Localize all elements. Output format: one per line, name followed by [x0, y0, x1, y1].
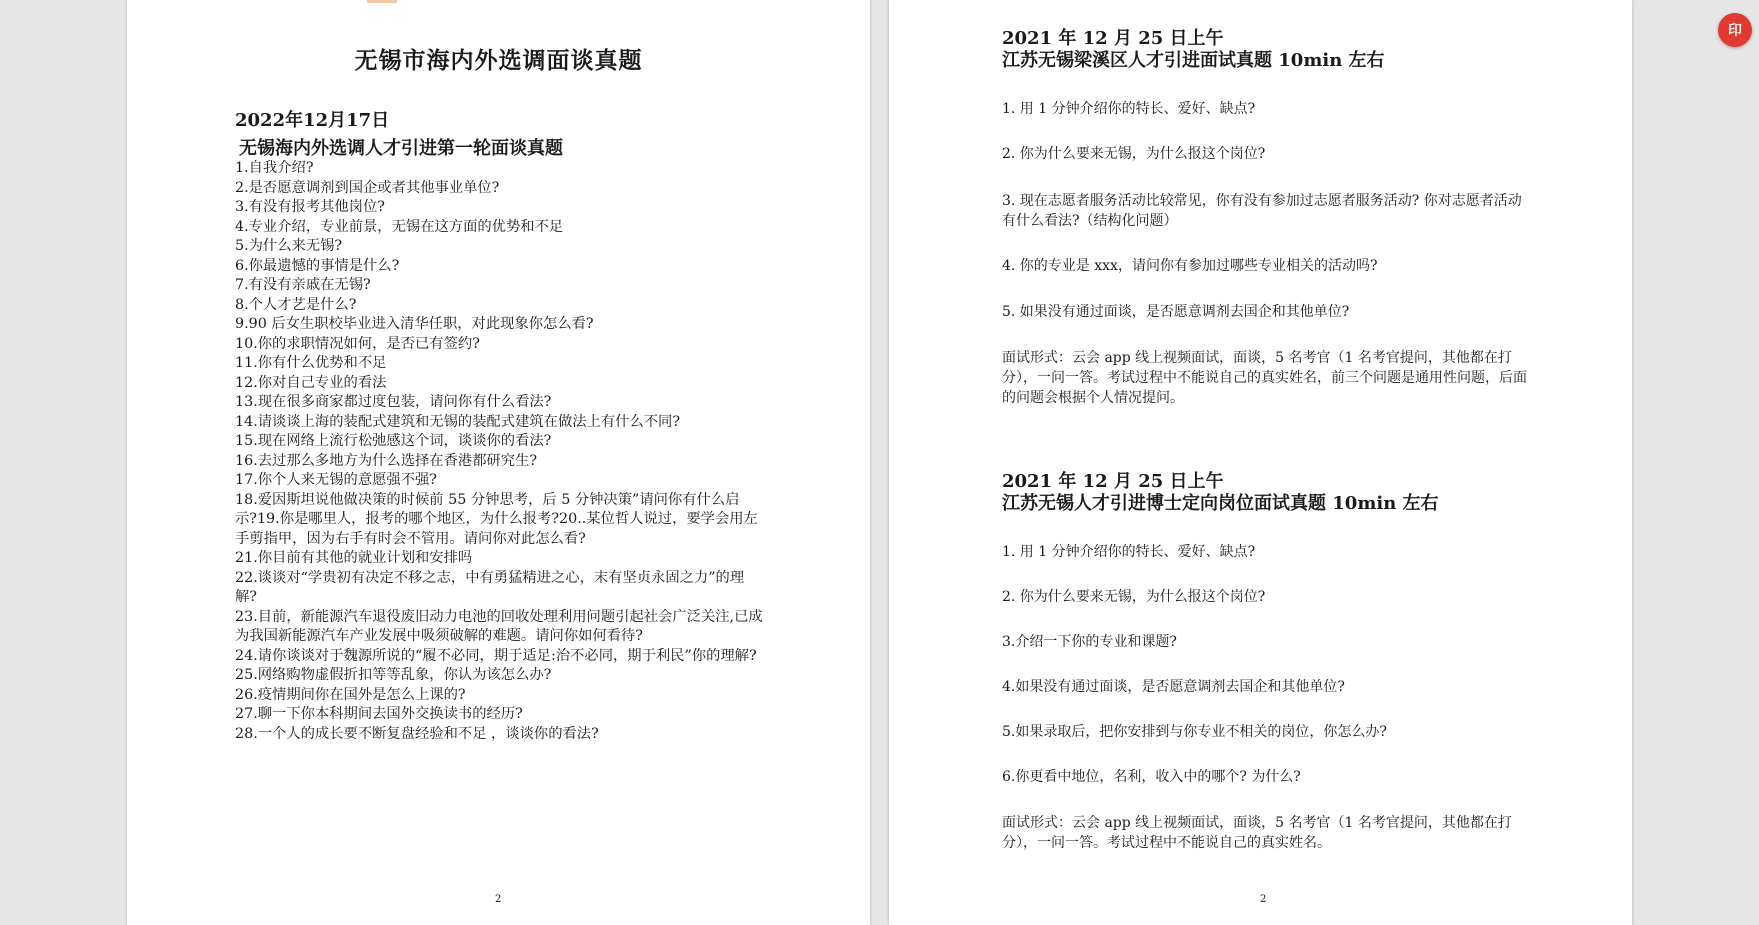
- question-item: 6.你更看中地位，名利，收入中的哪个? 为什么?: [1002, 769, 1301, 785]
- question-item: 2. 你为什么要来无锡，为什么报这个岗位?: [1002, 589, 1266, 605]
- question-item: 17.你个人来无锡的意愿强不强?: [235, 472, 437, 488]
- question-item: 28.一个人的成长要不断复盘经验和不足 ，谈谈你的看法?: [235, 725, 599, 742]
- section1-date: 2021 年 12 月 25 日上午: [1002, 28, 1224, 49]
- question-item: 5. 如果没有通过面谈，是否愿意调剂去国企和其他单位?: [1002, 304, 1350, 320]
- question-item: 25.网络购物虚假折扣等等乱象，你认为该怎么办?: [235, 667, 552, 683]
- question-item: 12.你对自己专业的看法: [235, 374, 387, 391]
- section1-title: 江苏无锡梁溪区人才引进面试真题 10min 左右: [1002, 50, 1385, 71]
- question-item: 示?19.你是哪里人，报考的哪个地区，为什么报考?20..某位哲人说过，要学会用左手剪指甲，因为右手有时会不管用。请问你对此怎么看?: [235, 511, 758, 547]
- question-item: 2.是否愿意调剂到国企或者其他事业单位?: [235, 179, 500, 196]
- question-item: 6.你最遗憾的事情是什么?: [235, 257, 400, 274]
- question-item: 5.为什么来无锡?: [235, 238, 343, 254]
- page-number: 2: [1260, 894, 1267, 905]
- question-item: 3. 现在志愿者服务活动比较常见，你有没有参加过志愿者服务活动? 你对志愿者活动有什么看法?（结构化问题）: [1002, 193, 1522, 229]
- page-title: 无锡市海内外选调面谈真题: [354, 47, 643, 74]
- question-item: 26.疫情期间你在国外是怎么上课的?: [235, 686, 466, 703]
- section2-header: [1002, 471, 1532, 515]
- question-item: 21.你目前有其他的就业计划和安排吗: [235, 550, 473, 566]
- question-item: 15.现在网络上流行松弛感这个词，谈谈你的看法?: [235, 433, 552, 449]
- question-item: 14.请谈谈上海的装配式建筑和无锡的装配式建筑在做法上有什么不同?: [235, 413, 681, 430]
- stamp-icon[interactable]: [1718, 13, 1752, 47]
- question-item: 4.专业介绍，专业前景，无锡在这方面的优势和不足: [235, 218, 564, 235]
- question-item: 2. 你为什么要来无锡，为什么报这个岗位?: [1002, 146, 1266, 162]
- question-item: 22.谈谈对“学贵初有决定不移之志，中有勇猛精进之心，末有坚贞永固之力”的理解?: [235, 569, 745, 605]
- section1-header: [1002, 28, 1532, 72]
- question-item: 7.有没有亲戚在无锡?: [235, 277, 371, 293]
- section-subtitle: 无锡海内外选调人才引进第一轮面谈真题: [239, 138, 563, 159]
- question-item: 18.爱因斯坦说他做决策的时候前 55 分钟思考，后 5 分钟决策”请问你有什么启: [235, 491, 740, 508]
- question-item: 10.你的求职情况如何，是否已有签约?: [235, 335, 480, 352]
- interview-date: 2022年12月17日: [235, 110, 390, 131]
- document-page-left: [127, 0, 870, 925]
- question-item: 4.如果没有通过面谈，是否愿意调剂去国企和其他单位?: [1002, 679, 1345, 695]
- question-item: 27.聊一下你本科期间去国外交换读书的经历?: [235, 706, 523, 722]
- question-item: 16.去过那么多地方为什么选择在香港都研究生?: [235, 452, 538, 469]
- question-item: 1. 用 1 分钟介绍你的特长、爱好、缺点?: [1002, 544, 1256, 560]
- question-list: [235, 159, 765, 744]
- question-item: 1. 用 1 分钟介绍你的特长、爱好、缺点?: [1002, 101, 1256, 117]
- question-item: 11.你有什么优势和不足: [235, 355, 387, 371]
- document-page-right: [889, 0, 1632, 925]
- question-item: 13.现在很多商家都过度包装，请问你有什么看法?: [235, 394, 552, 410]
- question-item: 8.个人才艺是什么?: [235, 296, 357, 313]
- question-item: 3.介绍一下你的专业和课题?: [1002, 634, 1177, 650]
- section2-date: 2021 年 12 月 25 日上午: [1002, 471, 1224, 492]
- question-item: 3.有没有报考其他岗位?: [235, 199, 385, 215]
- question-item: 9.90 后女生职校毕业进入清华任职，对此现象你怎么看?: [235, 316, 594, 332]
- section2-title: 江苏无锡人才引进博士定向岗位面试真题 10min 左右: [1002, 493, 1439, 514]
- stamp-label: 印: [1728, 23, 1742, 39]
- question-item: 4. 你的专业是 xxx，请问你有参加过哪些专业相关的活动吗?: [1002, 258, 1378, 274]
- page-number: 2: [495, 894, 502, 905]
- page-top-mark: [367, 0, 397, 3]
- question-item: 23.目前，新能源汽车退役废旧动力电池的回收处理利用问题引起社会广泛关注,已成为我国新能源汽车产业发展中吸须破解的难题。请问你如何看待?: [235, 608, 763, 644]
- question-item: 1.自我介绍?: [235, 160, 314, 176]
- interview-format: 面试形式：云会 app 线上视频面试，面谈，5 名考官（1 名考官提问，其他都在打分），一问一答。考试过程中不能说自己的真实姓名。: [1002, 815, 1512, 851]
- question-item: 24.请你谈谈对于魏源所说的“履不必同，期于适足:治不必同，期于利民”你的理解?: [235, 647, 757, 664]
- question-item: 5.如果录取后，把你安排到与你专业不相关的岗位，你怎么办?: [1002, 724, 1387, 740]
- interview-format: 面试形式：云会 app 线上视频面试，面谈，5 名考官（1 名考官提问，其他都在打分），一问一答。考试过程中不能说自己的真实姓名，前三个问题是通用性问题，后面的问题会根据个人情况提问。: [1002, 350, 1527, 406]
